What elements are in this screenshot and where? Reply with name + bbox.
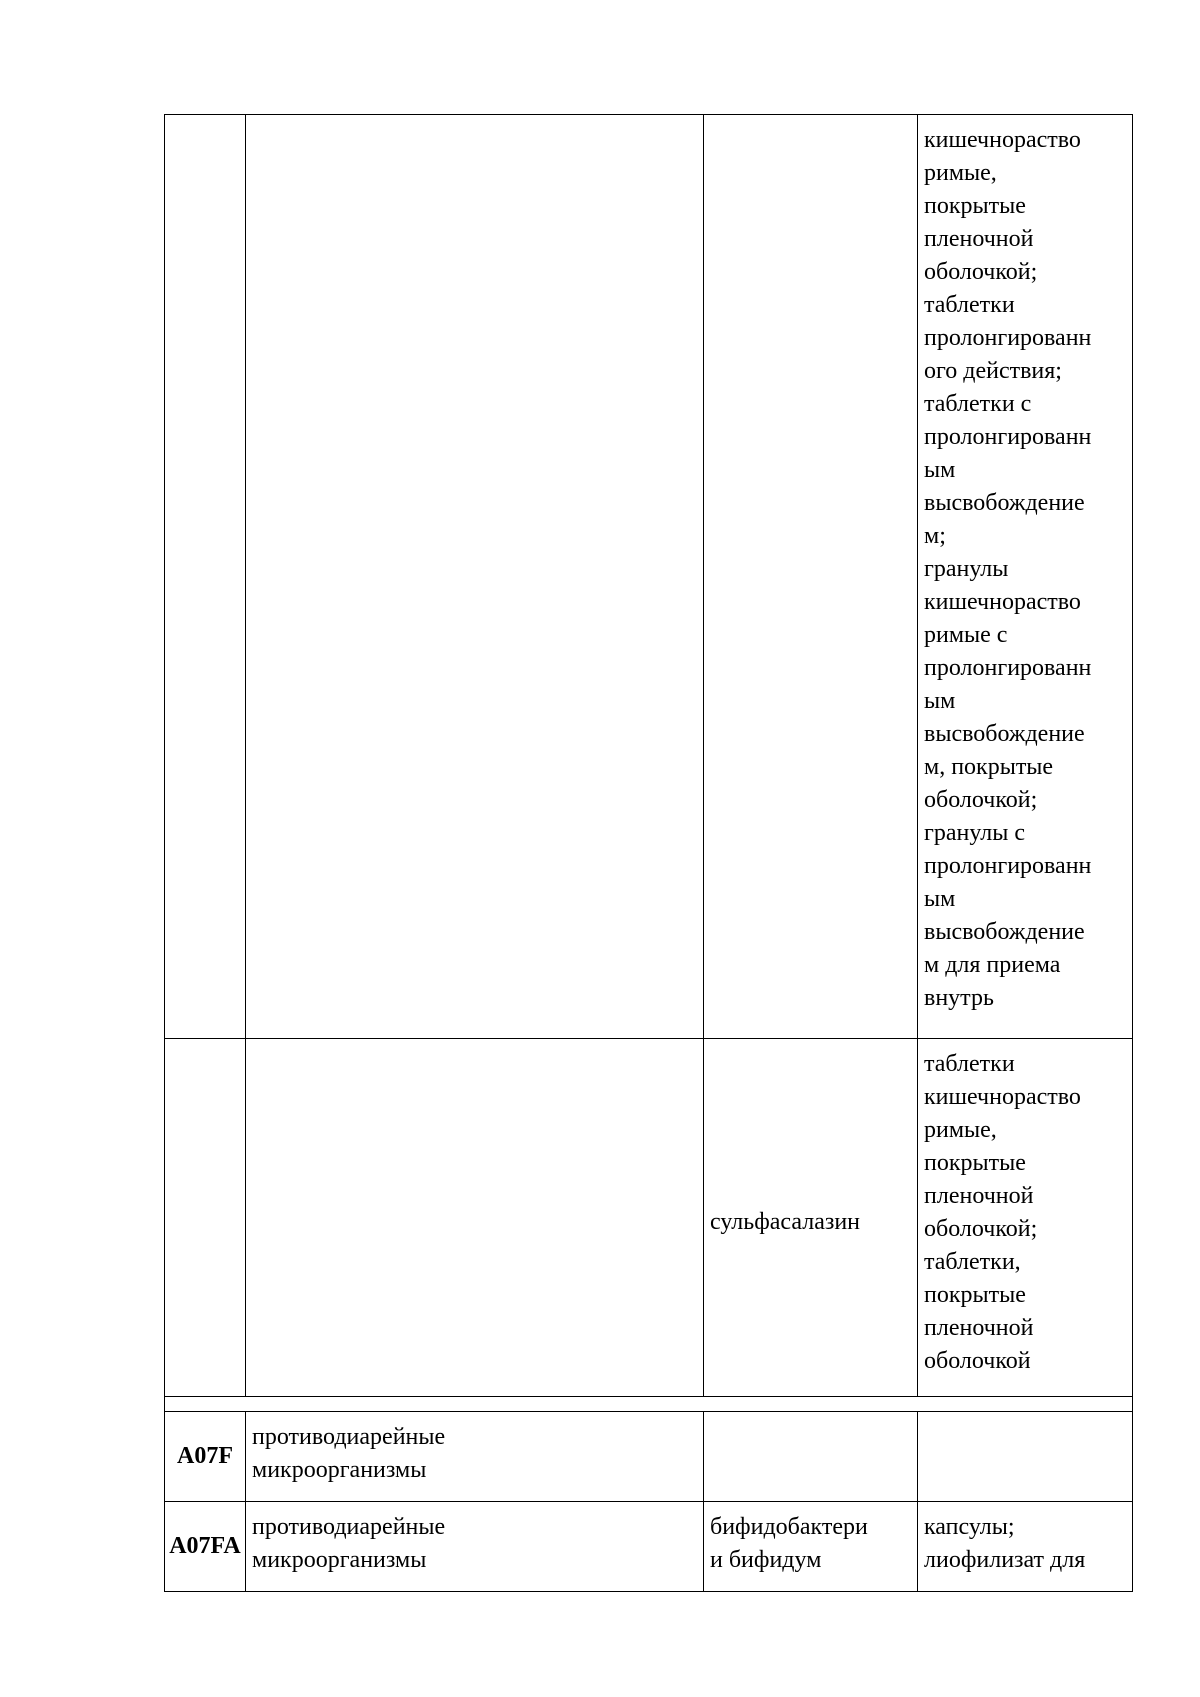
medication-table: [164, 114, 1133, 1592]
table-row: [165, 115, 1133, 1039]
table-row: [165, 1502, 1133, 1592]
drug-name-line: и бифидум: [710, 1547, 822, 1573]
atc-code-cell: A07F: [165, 1412, 246, 1502]
dosage-form-line: пролонгированн: [924, 655, 1092, 681]
dosage-form-line: ым: [924, 688, 956, 714]
dosage-form-line: таблетки с: [924, 391, 1032, 417]
table-row: [165, 1039, 1133, 1397]
group-cell: [246, 115, 704, 1039]
dosage-form-line: пленочной: [924, 1183, 1034, 1209]
table-separator-row: [165, 1397, 1133, 1412]
separator-cell: [165, 1397, 1133, 1412]
drug-name-cell: [704, 115, 918, 1039]
dosage-form-line: оболочкой;: [924, 1216, 1038, 1242]
dosage-form-line: оболочкой;: [924, 787, 1038, 813]
dosage-form-line: ым: [924, 886, 956, 912]
dosage-form-line: кишечнораство: [924, 1084, 1081, 1110]
dosage-form-line: гранулы: [924, 556, 1009, 582]
drug-name-cell: [704, 1502, 918, 1592]
drug-name-line: бифидобактери: [710, 1514, 868, 1540]
dosage-form-line: ым: [924, 457, 956, 483]
dosage-form-line: м, покрытые: [924, 754, 1054, 780]
dosage-form-line: высвобождение: [924, 919, 1085, 945]
dosage-form-line: пролонгированн: [924, 325, 1092, 351]
dosage-form-line: высвобождение: [924, 490, 1085, 516]
dosage-form-line: покрытые: [924, 1282, 1026, 1308]
atc-code-cell: [165, 1039, 246, 1397]
dosage-form-line: римые,: [924, 160, 997, 186]
group-cell: [246, 1039, 704, 1397]
group-line: микроорганизмы: [252, 1547, 427, 1573]
dosage-form-line: кишечнораство: [924, 127, 1081, 153]
group-cell: [246, 1502, 704, 1592]
dosage-form-line: оболочкой: [924, 1348, 1031, 1374]
group-cell: [246, 1412, 704, 1502]
table-row: [165, 1412, 1133, 1502]
dosage-form-line: лиофилизат для: [924, 1547, 1086, 1573]
dosage-form-cell: [918, 1412, 1133, 1502]
group-line: противодиарейные: [252, 1514, 446, 1540]
dosage-form-cell: [918, 1502, 1133, 1592]
dosage-form-cell: [918, 1039, 1133, 1397]
dosage-form-line: покрытые: [924, 193, 1026, 219]
atc-code-cell: A07FA: [165, 1502, 246, 1592]
dosage-form-line: оболочкой;: [924, 259, 1038, 285]
dosage-form-line: таблетки: [924, 1051, 1015, 1077]
dosage-form-line: ого действия;: [924, 358, 1062, 384]
dosage-form-line: кишечнораство: [924, 589, 1081, 615]
dosage-form-line: таблетки,: [924, 1249, 1021, 1275]
group-line: противодиарейные: [252, 1424, 446, 1450]
dosage-form-line: пленочной: [924, 226, 1034, 252]
atc-code-cell: [165, 115, 246, 1039]
group-line: микроорганизмы: [252, 1457, 427, 1483]
dosage-form-line: м для приема: [924, 952, 1061, 978]
dosage-form-line: капсулы;: [924, 1514, 1015, 1540]
dosage-form-line: пролонгированн: [924, 853, 1092, 879]
dosage-form-line: римые,: [924, 1117, 997, 1143]
dosage-form-line: м;: [924, 523, 946, 549]
dosage-form-line: таблетки: [924, 292, 1015, 318]
dosage-form-line: пролонгированн: [924, 424, 1092, 450]
dosage-form-line: покрытые: [924, 1150, 1026, 1176]
dosage-form-line: внутрь: [924, 985, 994, 1011]
dosage-form-line: гранулы с: [924, 820, 1026, 846]
dosage-form-line: римые с: [924, 622, 1008, 648]
dosage-form-line: пленочной: [924, 1315, 1034, 1341]
dosage-form-cell: [918, 115, 1133, 1039]
drug-name-cell: [704, 1412, 918, 1502]
drug-name-cell: сульфасалазин: [704, 1039, 918, 1397]
dosage-form-line: высвобождение: [924, 721, 1085, 747]
